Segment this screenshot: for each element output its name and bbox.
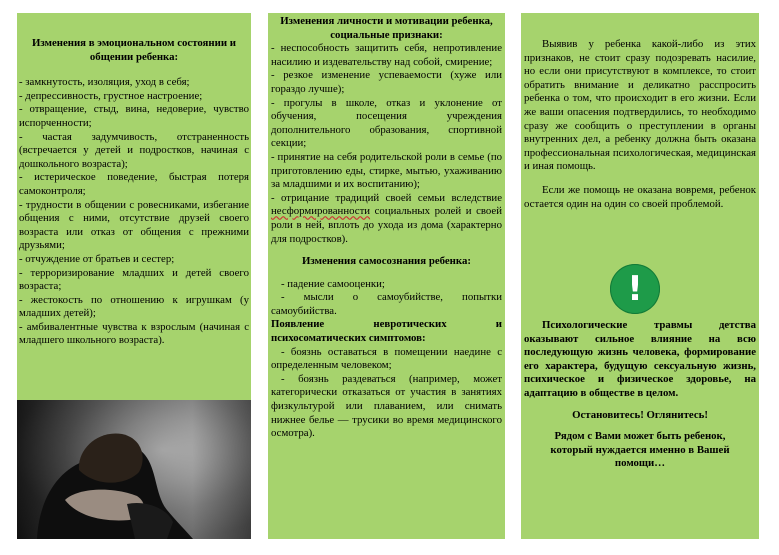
- list-item: - терроризирование младших и детей своего возраста;: [19, 266, 249, 293]
- trauma-impact-paragraph: Психологические травмы детства оказывают сильное влияние на всю последующую жизнь человека, формирование его характера, будущую сексуальную жизнь, психическое и физическое здоровье, на адаптацию в обществе в целом.: [524, 319, 756, 399]
- panel2-heading-personality: Изменения личности и мотивации ребенка, социальные признаки:: [280, 15, 493, 41]
- list-item: - мысли о самоубийстве, попытки самоубийства.: [271, 291, 502, 317]
- list-item: - отчуждение от братьев и сестер;: [19, 252, 175, 265]
- list-item: - прогулы в школе, отказ и уклонение от обучения, посещения учреждения дополнительного образования, спортивной секции;: [271, 96, 502, 150]
- panel-advice: [521, 13, 759, 539]
- list-item: - неспособность защитить себя, непротивление насилию и издевательству над собой, смирение;: [271, 42, 502, 68]
- spellcheck-word: несформированности: [271, 205, 371, 218]
- list-item: - частая задумчивость, отстраненность (встречается у детей и подростков, начиная с дошкольного возраста);: [19, 130, 249, 170]
- list-item: - падение самооценки;: [281, 277, 385, 290]
- list-item: - боязнь оставаться в помещении наедине с определенным человеком;: [271, 345, 502, 372]
- help-warning-paragraph: Если же помощь не оказана вовремя, ребенок остается один на один со своей проблемой.: [524, 183, 756, 210]
- list-item: - принятие на себя родительской роли в семье (по приготовлению еды, стирке, мытью, ухаживанию за младшими и их воспитанию);: [271, 150, 502, 191]
- list-item: - резкое изменение успеваемости (хуже или гораздо лучше);: [271, 69, 502, 95]
- list-item: - замкнутость, изоляция, уход в себя;: [19, 76, 190, 89]
- list-item: - трудности в общении с ровесниками, избегание общения с ними, отсутствие друзей своего возраста или отказ от общения с прежними друзьями;: [19, 198, 249, 252]
- call-stop-look: Остановитесь! Оглянитесь!: [572, 408, 708, 421]
- list-item: - амбивалентные чувства к взрослым (начиная с младшего школьного возраста).: [19, 320, 249, 347]
- panel1-list: [19, 76, 249, 348]
- list-item-rejection: [271, 192, 502, 246]
- rejection-text-start: - отрицание традиций своей семьи вследствие: [271, 191, 502, 204]
- exclamation-icon: [610, 264, 660, 314]
- list-item: - депрессивность, грустное настроение;: [19, 89, 203, 102]
- exclamation-mark: !: [627, 269, 643, 309]
- rejection-text-end: социальных ролей и своей роли в ней, вплоть до ухода из дома (характерно для подростков).: [271, 205, 502, 245]
- panel2-heading-neurotic: Появление невротических и психосоматических симптомов:: [271, 318, 502, 345]
- panel1-heading: Изменения в эмоциональном состоянии и общении ребенка:: [32, 37, 236, 63]
- child-silhouette-image: [17, 400, 251, 539]
- call-child-needs-help: Рядом с Вами может быть ребенок, который нуждается именно в Вашей помощи…: [550, 430, 730, 470]
- list-item: - отвращение, стыд, вина, недоверие, чувство испорченности;: [19, 103, 249, 129]
- panel3-bottom: [521, 319, 759, 471]
- advice-paragraph: Выявив у ребенка какой-либо из этих признаков, не стоит сразу подозревать насилие, но если они присутствуют в комплексе, то стоит обратить внимание и деликатно расспросить ребенка о том, что происходит в его жизни. Если же ваши опасения подтвердились, то необходимо сразу же сообщить о преступлении в органы внутренних дел, а ребенку должна быть оказана профессиональная психологическая, медицинская и иная помощь.: [524, 38, 756, 173]
- panel2-heading-self-awareness: Изменения самосознания ребенка:: [302, 255, 471, 268]
- list-item: - истерическое поведение, быстрая потеря самоконтроля;: [19, 171, 249, 197]
- list-item: - жестокость по отношению к игрушкам (у младших детей);: [19, 293, 249, 320]
- list-item: - боязнь раздеваться (например, может категорически отказаться от участия в занятиях физкультурой или плаванием, или снимать нижнее белье — трусики во время медицинского осмотра).: [271, 372, 502, 440]
- sad-child-photo: [17, 400, 251, 539]
- panel-personality-changes: [268, 13, 505, 539]
